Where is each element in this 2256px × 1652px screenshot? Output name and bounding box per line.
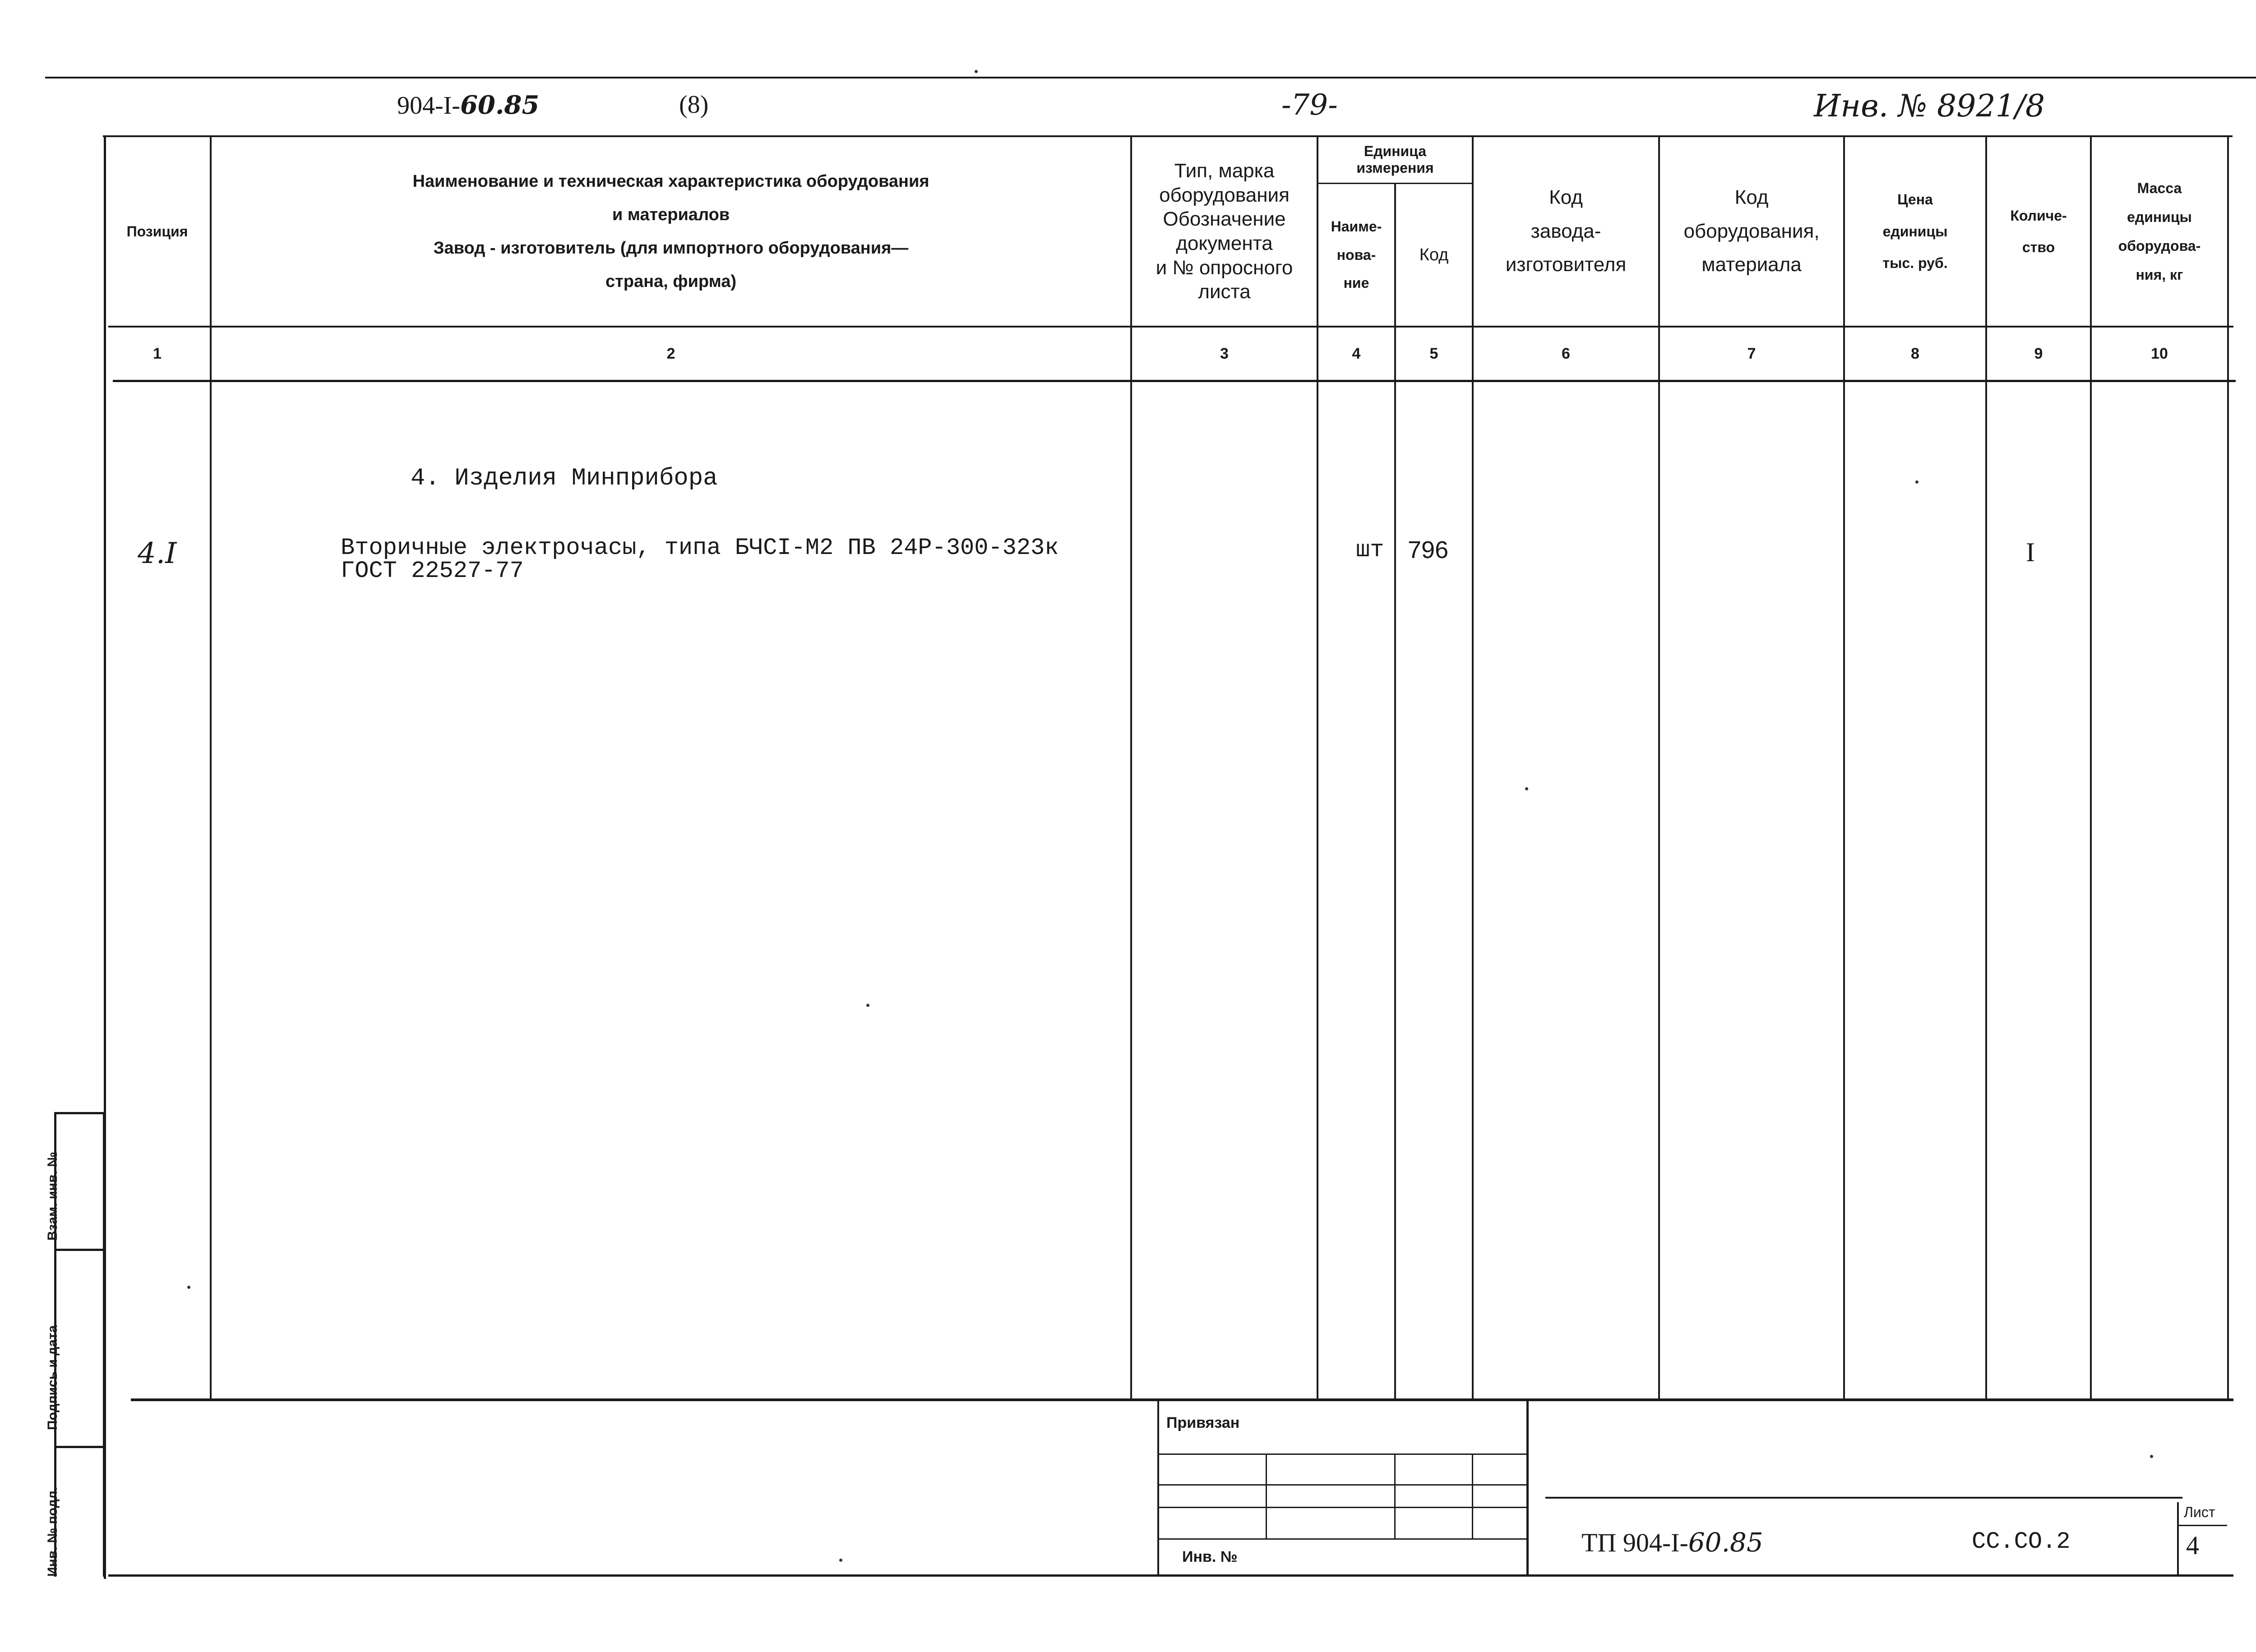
side-podpis-data: Подпись и дата [45, 1325, 60, 1430]
sheet-part: (8) [679, 91, 709, 119]
inventory-number: Инв. № 8921/8 [1814, 88, 2045, 124]
stamp-top-rule [131, 1398, 2233, 1401]
colnum-6: 6 [1562, 345, 1570, 362]
colnum-bottom-rule [113, 380, 2236, 382]
colnum-5: 5 [1429, 345, 1438, 362]
colnum-7: 7 [1747, 345, 1756, 362]
side-rule-1 [54, 1112, 105, 1114]
hdr-type: Тип, марка оборудования Обозначение документа и № опросного листа [1156, 159, 1293, 303]
side-inv-podl: Инв. № подл. [45, 1486, 60, 1577]
top-rule [45, 77, 2256, 78]
priv-vline-2 [1394, 1455, 1396, 1540]
privyazan-label: Привязан [1166, 1414, 1240, 1431]
side-vzam-inv: Взам. инв. № [45, 1152, 60, 1241]
priv-rule-3 [1159, 1507, 1526, 1508]
hdr-position: Позиция [126, 223, 188, 240]
doc-code: ТП 904-I-60.85 [1581, 1527, 1763, 1558]
scan-speck [187, 1286, 190, 1289]
priv-vline-1 [1266, 1455, 1267, 1540]
scan-speck [839, 1559, 842, 1562]
priv-rule-1 [1159, 1454, 1526, 1455]
scan-speck [1915, 480, 1919, 484]
colnum-9: 9 [2034, 345, 2043, 362]
title-block-rule [1545, 1497, 2182, 1499]
section-title: 4. Изделия Минприбора [411, 465, 718, 492]
sheet-label: Лист [2184, 1504, 2215, 1520]
hdr-mfr-code: Код завода- изготовителя [1505, 186, 1627, 276]
sheet-box-left [2177, 1502, 2179, 1574]
colnum-3: 3 [1220, 345, 1229, 362]
colnum-2: 2 [666, 345, 675, 362]
colnum-1: 1 [153, 345, 162, 362]
hdr-unit-group: Единица измерения [1356, 143, 1434, 176]
hdr-unit-code: Код [1419, 245, 1449, 264]
doc-code-hand: 60.85 [1688, 1527, 1763, 1558]
row-unit-name: шт [1356, 537, 1384, 563]
side-right-line [103, 1112, 105, 1577]
colnum-10: 10 [2151, 345, 2168, 362]
priv-right-line [1526, 1401, 1529, 1574]
page-number: -79- [1281, 88, 1338, 122]
row-quantity: I [2026, 537, 2035, 567]
row-name-line2: ГОСТ 22527-77 [341, 558, 524, 584]
side-rule-2 [54, 1249, 105, 1251]
row-unit-code: 796 [1408, 536, 1449, 563]
doc-series-hand: 60.85 [460, 90, 540, 120]
hdr-unit-name: Наиме- нова- ние [1331, 218, 1382, 291]
sheet-code: СС.СО.2 [1972, 1528, 2071, 1555]
hdr-price: Цена единицы тыс. руб. [1882, 191, 1948, 272]
colnum-8: 8 [1911, 345, 1919, 362]
sheet-box-rule [2179, 1525, 2227, 1526]
sheet-number: 4 [2186, 1531, 2199, 1560]
row-name-line1: Вторичные электрочасы, типа БЧСI-М2 ПВ 24Р-300-323к [341, 535, 1059, 561]
priv-rule-2 [1159, 1484, 1526, 1486]
scan-speck [975, 70, 978, 73]
hdr-name: Наименование и техническая характеристика оборудования и материалов Завод - изготовитель (для импортного оборудования— страна, фирма) [412, 171, 929, 291]
row-position: 4.I [138, 537, 177, 570]
priv-left-line [1157, 1401, 1159, 1574]
colnum-4: 4 [1352, 345, 1361, 362]
scan-speck [2150, 1455, 2153, 1458]
scan-speck [866, 1004, 869, 1007]
hdr-equip-code: Код оборудования, материала [1683, 186, 1820, 276]
hdr-mass: Масса единицы оборудова- ния, кг [2118, 180, 2201, 283]
scan-speck [1525, 787, 1528, 790]
hdr-qty: Количе- ство [2010, 207, 2067, 255]
priv-rule-4 [1159, 1538, 1526, 1540]
inv-no-label: Инв. № [1182, 1548, 1238, 1565]
doc-series: 904-I-60.85 [397, 90, 540, 120]
col-line-right [2227, 135, 2229, 1398]
side-rule-3 [54, 1446, 105, 1448]
bottom-frame-rule [108, 1574, 2233, 1577]
priv-vline-3 [1472, 1455, 1473, 1540]
